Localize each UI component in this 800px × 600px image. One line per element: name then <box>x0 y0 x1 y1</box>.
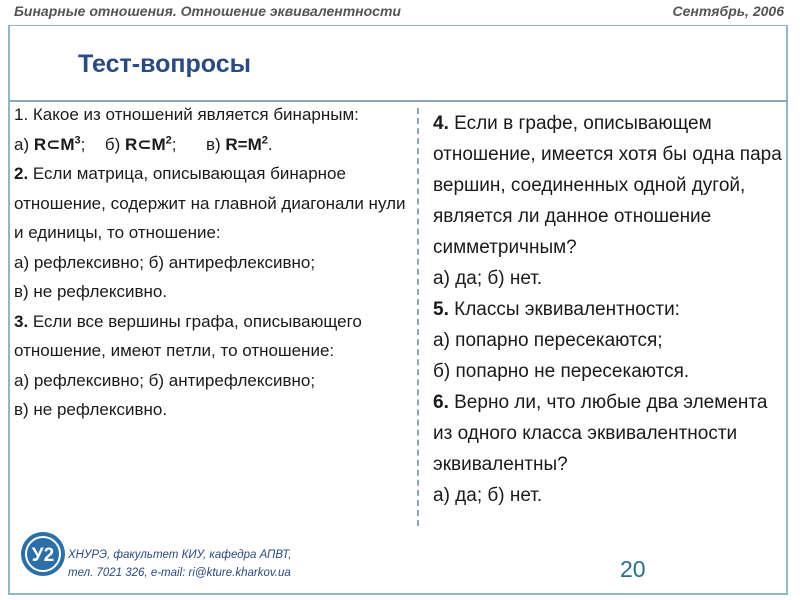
option-c-exponent: 2 <box>261 133 268 146</box>
question-1-text: 1. Какое из отношений является бинарным: <box>14 105 359 124</box>
option-a-exponent: 3 <box>74 133 81 146</box>
option-a-relation: R⊂M <box>33 134 75 154</box>
question-4-number: 4. <box>433 113 449 134</box>
question-2-number: 2. <box>14 164 29 183</box>
option-b-exponent: 2 <box>165 133 172 146</box>
question-2-options-a: а) рефлексивно; б) антирефлексивно; <box>14 252 316 272</box>
option-a-label: а) <box>14 134 34 154</box>
footer-line-2: тел. 7021 326, e-mail: ri@kture.kharkov.ua <box>68 567 291 579</box>
option-b-relation: R⊂M <box>124 134 166 154</box>
logo-text: У2 <box>31 545 55 566</box>
question-3-options-a: а) рефлексивно; б) антирефлексивно; <box>14 370 316 390</box>
question-2 <box>14 159 414 248</box>
question-2-options-b: в) не рефлексивно. <box>14 282 168 301</box>
header-title: Бинарные отношения. Отношение эквивалентности <box>14 3 401 19</box>
header-date: Сентябрь, 2006 <box>672 3 784 19</box>
footer-line-1: ХНУРЭ, факультет КИУ, кафедра АПВТ, <box>68 549 292 561</box>
slide-heading: Тест-вопросы <box>78 50 251 78</box>
university-logo-icon <box>20 531 66 577</box>
question-4 <box>433 108 783 263</box>
option-c-relation: R=M <box>225 134 262 154</box>
page-number: 20 <box>620 556 646 582</box>
question-1 <box>14 100 414 130</box>
question-5-number: 5. <box>433 299 449 320</box>
question-6-text: Верно ли, что любые два элемента из одного класса эквивалентности эквивалентны? <box>433 392 768 475</box>
option-b-label: б) <box>104 134 125 154</box>
question-6 <box>433 387 783 480</box>
question-5-option-b: б) попарно не пересекаются. <box>433 361 690 382</box>
option-c-label: в) <box>205 134 226 154</box>
question-3-options-b: в) не рефлексивно. <box>14 400 168 419</box>
question-3-number: 3. <box>14 311 29 331</box>
slide-header <box>0 0 800 26</box>
question-5-option-a: а) попарно пересекаются; <box>433 330 663 351</box>
column-divider <box>417 108 419 526</box>
question-4-text: Если в графе, описывающем отношение, имеется хотя бы одна пара вершин, соединенных одной дугой, является ли данное отношение симметричным? <box>433 113 782 258</box>
question-5 <box>433 294 783 325</box>
left-column <box>14 100 414 425</box>
question-4-options: а) да; б) нет. <box>433 268 543 289</box>
question-1-options: а) $R\subset M^3$; б) $R\subset M^2$; в) $R=M^2$. <box>14 133 273 154</box>
question-6-number: 6. <box>433 392 449 413</box>
question-2-text: Если матрица, описывающая бинарное отношение, содержит на главной диагонали нули и единицы, то отношение: <box>14 164 406 242</box>
question-5-text: Классы эквивалентности: <box>448 299 680 320</box>
question-3 <box>14 307 414 366</box>
question-6-options: а) да; б) нет. <box>433 485 543 506</box>
question-3-text: Если все вершины графа, описывающего отношение, имеют петли, то отношение: <box>14 311 362 360</box>
footer-contact <box>68 546 291 582</box>
right-column <box>433 108 783 511</box>
